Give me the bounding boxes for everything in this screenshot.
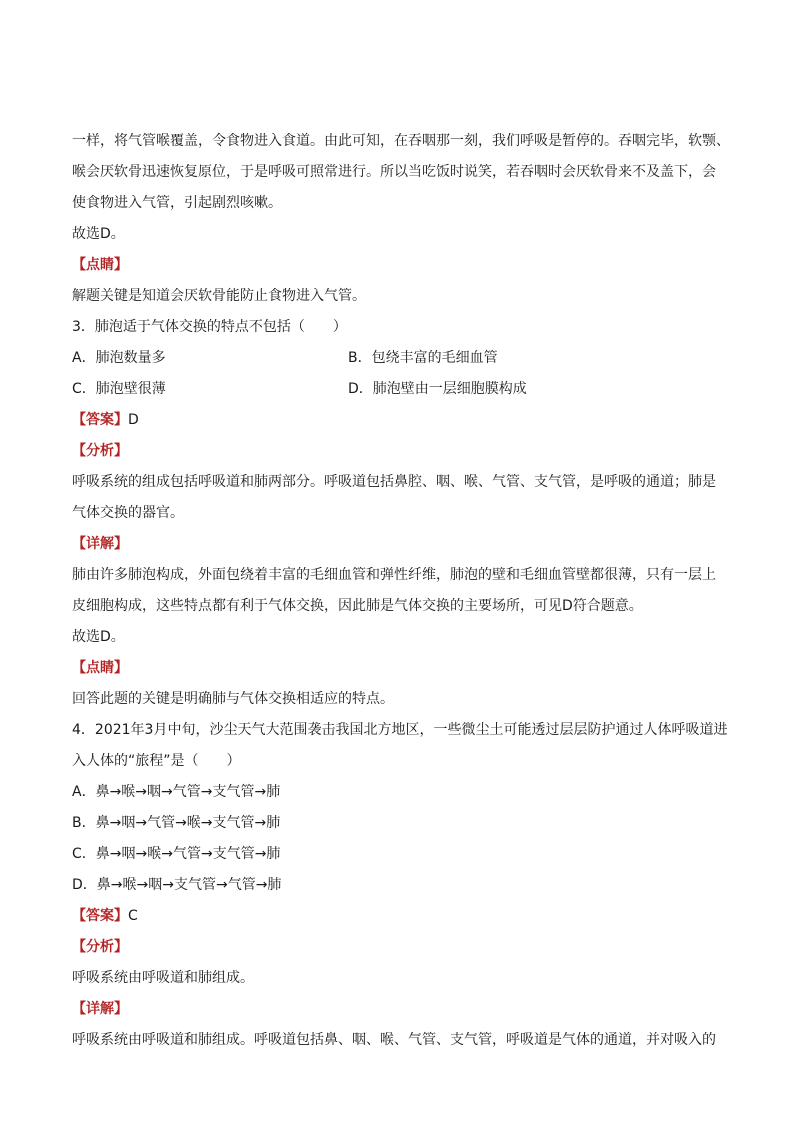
question-4-option-a: A．鼻→喉→咽→气管→支气管→肺 — [72, 784, 281, 800]
conclusion-text: 故选D。 — [72, 629, 125, 645]
hint-heading: 【点睛】 — [72, 660, 128, 676]
detail-line: 呼吸系统由呼吸道和肺组成。呼吸道包括鼻、咽、喉、气管、支气管，呼吸道是气体的通道，并对吸入的 — [72, 1032, 716, 1048]
analysis-heading: 【分析】 — [72, 939, 128, 955]
question-4-option-d: D．鼻→喉→咽→支气管→气管→肺 — [72, 877, 282, 893]
paragraph-line: 使食物进入气管，引起剧烈咳嗽。 — [72, 195, 282, 211]
analysis-text: 呼吸系统由呼吸道和肺组成。 — [72, 970, 254, 986]
analysis-line: 气体交换的器官。 — [72, 505, 184, 521]
detail-heading: 【详解】 — [72, 536, 128, 552]
question-4-option-b: B．鼻→咽→气管→喉→支气管→肺 — [72, 815, 281, 831]
detail-heading: 【详解】 — [72, 1001, 128, 1017]
detail-line: 肺由许多肺泡构成，外面包绕着丰富的毛细血管和弹性纤维，肺泡的壁和毛细血管壁都很薄，只有一层上 — [72, 567, 716, 583]
hint-heading: 【点睛】 — [72, 257, 128, 273]
detail-line: 皮细胞构成，这些特点都有利于气体交换，因此肺是气体交换的主要场所，可见D符合题意。 — [72, 598, 643, 614]
answer-heading: 【答案】 — [72, 908, 128, 924]
answer-value: C — [128, 908, 138, 924]
paragraph-line: 喉会厌软骨迅速恢复原位，于是呼吸可照常进行。所以当吃饭时说笑，若吞咽时会厌软骨来不及盖下，会 — [72, 164, 716, 180]
paragraph-line: 一样，将气管喉覆盖，令食物进入食道。由此可知，在吞咽那一刻，我们呼吸是暂停的。吞咽完毕，软颚、 — [72, 133, 730, 149]
question-4-option-c: C．鼻→咽→喉→气管→支气管→肺 — [72, 846, 281, 862]
question-4-stem: 入人体的“旅程”是（ ） — [72, 753, 241, 769]
question-3-option-a: A．肺泡数量多 — [72, 350, 166, 366]
question-3-answer — [72, 410, 139, 430]
answer-heading: 【答案】 — [72, 412, 128, 428]
conclusion-text: 故选D。 — [72, 226, 125, 242]
question-3-option-b: B．包绕丰富的毛细血管 — [348, 350, 498, 366]
question-4-answer — [72, 906, 138, 926]
question-3-option-d: D．肺泡壁由一层细胞膜构成 — [348, 381, 527, 397]
analysis-heading: 【分析】 — [72, 443, 128, 459]
hint-text: 解题关键是知道会厌软骨能防止食物进入气管。 — [72, 288, 366, 304]
question-4-stem: 4．2021年3月中旬，沙尘天气大范围袭击我国北方地区，一些微尘土可能透过层层防护通过人体呼吸道进 — [72, 722, 728, 738]
question-3-stem: 3．肺泡适于气体交换的特点不包括（ ） — [72, 319, 347, 335]
hint-text: 回答此题的关键是明确肺与气体交换相适应的特点。 — [72, 691, 394, 707]
answer-value: D — [128, 412, 139, 428]
question-3-option-c: C．肺泡壁很薄 — [72, 381, 166, 397]
analysis-line: 呼吸系统的组成包括呼吸道和肺两部分。呼吸道包括鼻腔、咽、喉、气管、支气管，是呼吸的通道；肺是 — [72, 474, 716, 490]
